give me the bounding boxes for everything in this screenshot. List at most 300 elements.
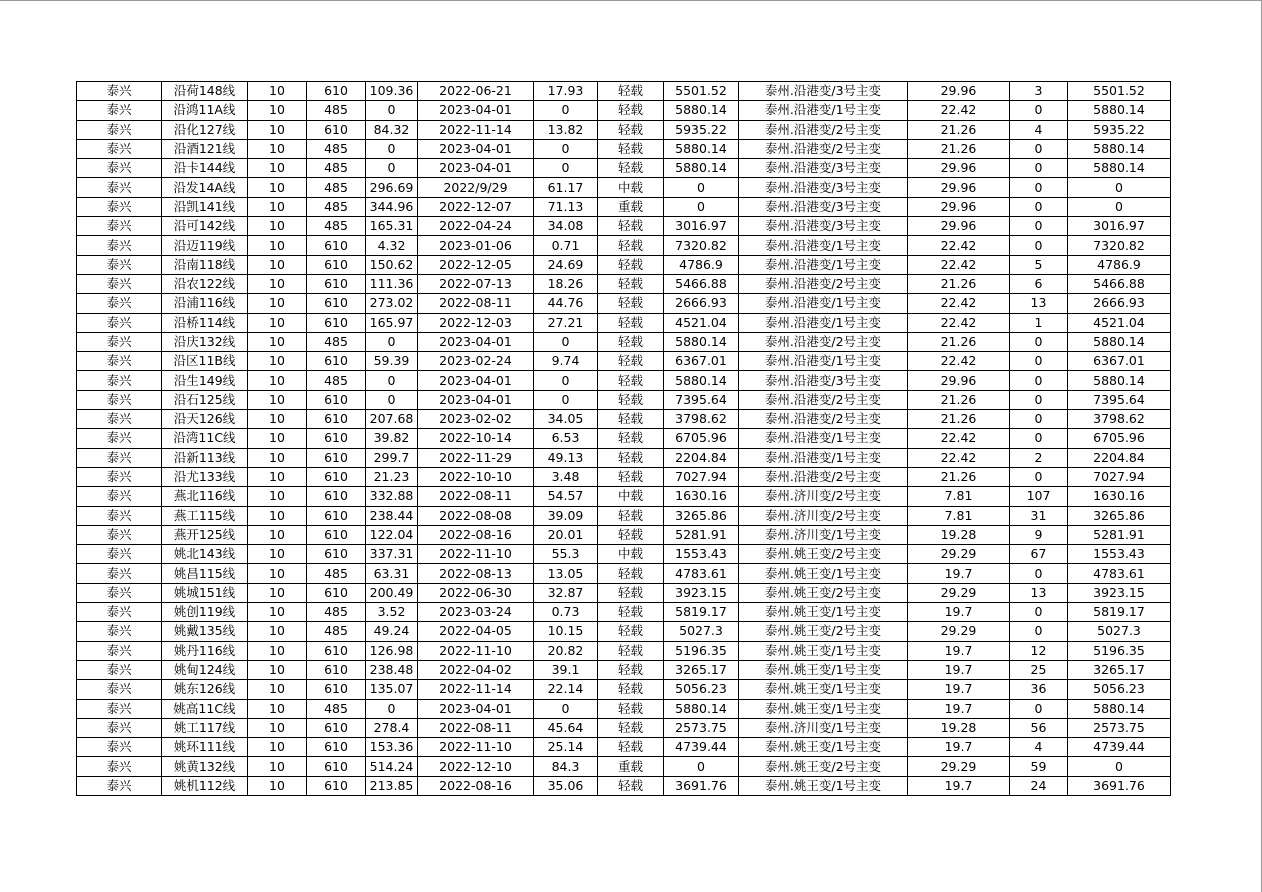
transformer-cell: 泰州.姚王变/1号主变 [739, 699, 908, 718]
table-row [77, 603, 1171, 622]
date-cell: 2022-07-13 [418, 274, 534, 293]
max-current-cell: 278.4 [366, 718, 418, 737]
open-capacity-cell: 3016.97 [1068, 217, 1171, 236]
load-status-cell: 轻载 [598, 641, 664, 660]
user-count-cell: 0 [1010, 352, 1068, 371]
transformer-cell: 泰州.沿港变/3号主变 [739, 371, 908, 390]
available-capacity-cell: 0 [664, 197, 739, 216]
available-capacity-cell: 3691.76 [664, 776, 739, 795]
load-rate-cell: 13.82 [534, 120, 598, 139]
table-row [77, 255, 1171, 274]
region-cell: 泰兴 [77, 603, 162, 622]
transformer-cell: 泰州.沿港变/2号主变 [739, 139, 908, 158]
date-cell: 2022-08-08 [418, 506, 534, 525]
rated-current-cell: 610 [307, 236, 366, 255]
load-rate-cell: 10.15 [534, 622, 598, 641]
date-cell: 2022-08-16 [418, 525, 534, 544]
rated-current-cell: 610 [307, 313, 366, 332]
date-cell: 2022-11-10 [418, 738, 534, 757]
user-count-cell: 0 [1010, 622, 1068, 641]
open-capacity-cell: 5880.14 [1068, 139, 1171, 158]
open-capacity-cell: 3923.15 [1068, 583, 1171, 602]
table-row [77, 564, 1171, 583]
table-row [77, 448, 1171, 467]
transformer-cell: 泰州.济川变/1号主变 [739, 718, 908, 737]
load-rate-cell: 35.06 [534, 776, 598, 795]
load-status-cell: 轻载 [598, 429, 664, 448]
transformer-load-cell: 21.26 [908, 120, 1010, 139]
line-name-cell: 沿卡144线 [162, 159, 248, 178]
max-current-cell: 4.32 [366, 236, 418, 255]
voltage-cell: 10 [248, 603, 307, 622]
transformer-cell: 泰州.沿港变/1号主变 [739, 313, 908, 332]
table-row [77, 699, 1171, 718]
date-cell: 2022-11-29 [418, 448, 534, 467]
line-name-cell: 沿浦116线 [162, 294, 248, 313]
voltage-cell: 10 [248, 410, 307, 429]
load-status-cell: 轻载 [598, 680, 664, 699]
region-cell: 泰兴 [77, 197, 162, 216]
transformer-load-cell: 7.81 [908, 487, 1010, 506]
table-row [77, 120, 1171, 139]
date-cell: 2023-02-02 [418, 410, 534, 429]
max-current-cell: 165.31 [366, 217, 418, 236]
region-cell: 泰兴 [77, 680, 162, 699]
voltage-cell: 10 [248, 390, 307, 409]
voltage-cell: 10 [248, 120, 307, 139]
date-cell: 2022/9/29 [418, 178, 534, 197]
load-rate-cell: 0.71 [534, 236, 598, 255]
region-cell: 泰兴 [77, 622, 162, 641]
date-cell: 2022-11-14 [418, 680, 534, 699]
max-current-cell: 238.48 [366, 660, 418, 679]
user-count-cell: 0 [1010, 603, 1068, 622]
date-cell: 2023-04-01 [418, 101, 534, 120]
transformer-cell: 泰州.沿港变/3号主变 [739, 178, 908, 197]
date-cell: 2022-06-30 [418, 583, 534, 602]
line-name-cell: 姚环111线 [162, 738, 248, 757]
user-count-cell: 67 [1010, 545, 1068, 564]
open-capacity-cell: 5501.52 [1068, 82, 1171, 101]
user-count-cell: 12 [1010, 641, 1068, 660]
rated-current-cell: 485 [307, 159, 366, 178]
voltage-cell: 10 [248, 641, 307, 660]
user-count-cell: 0 [1010, 564, 1068, 583]
open-capacity-cell: 1553.43 [1068, 545, 1171, 564]
rated-current-cell: 610 [307, 525, 366, 544]
load-status-cell: 轻载 [598, 255, 664, 274]
transformer-load-cell: 19.28 [908, 718, 1010, 737]
max-current-cell: 126.98 [366, 641, 418, 660]
user-count-cell: 25 [1010, 660, 1068, 679]
max-current-cell: 514.24 [366, 757, 418, 776]
open-capacity-cell: 5281.91 [1068, 525, 1171, 544]
user-count-cell: 13 [1010, 294, 1068, 313]
voltage-cell: 10 [248, 699, 307, 718]
transformer-load-cell: 21.26 [908, 139, 1010, 158]
available-capacity-cell: 6705.96 [664, 429, 739, 448]
region-cell: 泰兴 [77, 313, 162, 332]
rated-current-cell: 610 [307, 757, 366, 776]
user-count-cell: 0 [1010, 236, 1068, 255]
available-capacity-cell: 5880.14 [664, 699, 739, 718]
user-count-cell: 0 [1010, 217, 1068, 236]
load-status-cell: 重载 [598, 197, 664, 216]
region-cell: 泰兴 [77, 429, 162, 448]
transformer-load-cell: 21.26 [908, 274, 1010, 293]
voltage-cell: 10 [248, 467, 307, 486]
available-capacity-cell: 2573.75 [664, 718, 739, 737]
region-cell: 泰兴 [77, 236, 162, 255]
date-cell: 2022-04-24 [418, 217, 534, 236]
max-current-cell: 39.82 [366, 429, 418, 448]
line-name-cell: 沿石125线 [162, 390, 248, 409]
user-count-cell: 24 [1010, 776, 1068, 795]
available-capacity-cell: 5880.14 [664, 371, 739, 390]
line-name-cell: 姚甸124线 [162, 660, 248, 679]
table-row [77, 139, 1171, 158]
load-rate-cell: 55.3 [534, 545, 598, 564]
load-status-cell: 轻载 [598, 776, 664, 795]
transformer-load-cell: 19.7 [908, 564, 1010, 583]
rated-current-cell: 610 [307, 120, 366, 139]
rated-current-cell: 610 [307, 294, 366, 313]
transformer-load-cell: 29.96 [908, 159, 1010, 178]
region-cell: 泰兴 [77, 738, 162, 757]
transformer-load-cell: 19.7 [908, 603, 1010, 622]
region-cell: 泰兴 [77, 410, 162, 429]
max-current-cell: 3.52 [366, 603, 418, 622]
load-status-cell: 轻载 [598, 371, 664, 390]
rated-current-cell: 610 [307, 718, 366, 737]
load-status-cell: 轻载 [598, 332, 664, 351]
user-count-cell: 0 [1010, 159, 1068, 178]
load-status-cell: 中载 [598, 487, 664, 506]
voltage-cell: 10 [248, 545, 307, 564]
rated-current-cell: 610 [307, 641, 366, 660]
transformer-load-cell: 22.42 [908, 429, 1010, 448]
load-rate-cell: 34.08 [534, 217, 598, 236]
load-status-cell: 轻载 [598, 390, 664, 409]
load-rate-cell: 18.26 [534, 274, 598, 293]
open-capacity-cell: 4783.61 [1068, 564, 1171, 583]
load-status-cell: 轻载 [598, 139, 664, 158]
table-row [77, 467, 1171, 486]
transformer-cell: 泰州.沿港变/3号主变 [739, 197, 908, 216]
transformer-load-cell: 22.42 [908, 313, 1010, 332]
voltage-cell: 10 [248, 82, 307, 101]
transformer-load-cell: 29.29 [908, 545, 1010, 564]
max-current-cell: 213.85 [366, 776, 418, 795]
open-capacity-cell: 5880.14 [1068, 699, 1171, 718]
load-rate-cell: 0 [534, 390, 598, 409]
table-row [77, 294, 1171, 313]
load-status-cell: 中载 [598, 545, 664, 564]
region-cell: 泰兴 [77, 120, 162, 139]
available-capacity-cell: 5819.17 [664, 603, 739, 622]
rated-current-cell: 610 [307, 448, 366, 467]
table-row [77, 680, 1171, 699]
open-capacity-cell: 5880.14 [1068, 101, 1171, 120]
region-cell: 泰兴 [77, 178, 162, 197]
line-name-cell: 沿农122线 [162, 274, 248, 293]
open-capacity-cell: 5880.14 [1068, 159, 1171, 178]
date-cell: 2022-12-05 [418, 255, 534, 274]
rated-current-cell: 485 [307, 371, 366, 390]
open-capacity-cell: 7027.94 [1068, 467, 1171, 486]
table-row [77, 371, 1171, 390]
max-current-cell: 0 [366, 159, 418, 178]
date-cell: 2022-12-03 [418, 313, 534, 332]
user-count-cell: 5 [1010, 255, 1068, 274]
table-row [77, 236, 1171, 255]
open-capacity-cell: 5935.22 [1068, 120, 1171, 139]
load-rate-cell: 39.1 [534, 660, 598, 679]
table-row [77, 622, 1171, 641]
load-rate-cell: 20.82 [534, 641, 598, 660]
transformer-load-cell: 21.26 [908, 390, 1010, 409]
load-status-cell: 中载 [598, 178, 664, 197]
voltage-cell: 10 [248, 564, 307, 583]
available-capacity-cell: 4739.44 [664, 738, 739, 757]
line-name-cell: 沿凯141线 [162, 197, 248, 216]
user-count-cell: 59 [1010, 757, 1068, 776]
rated-current-cell: 485 [307, 332, 366, 351]
max-current-cell: 111.36 [366, 274, 418, 293]
user-count-cell: 0 [1010, 699, 1068, 718]
available-capacity-cell: 0 [664, 178, 739, 197]
transformer-cell: 泰州.姚王变/1号主变 [739, 641, 908, 660]
max-current-cell: 0 [366, 101, 418, 120]
open-capacity-cell: 2573.75 [1068, 718, 1171, 737]
max-current-cell: 0 [366, 390, 418, 409]
rated-current-cell: 485 [307, 178, 366, 197]
date-cell: 2022-10-14 [418, 429, 534, 448]
transformer-load-cell: 19.28 [908, 525, 1010, 544]
open-capacity-cell: 3691.76 [1068, 776, 1171, 795]
transformer-load-cell: 29.96 [908, 217, 1010, 236]
load-rate-cell: 0 [534, 699, 598, 718]
user-count-cell: 0 [1010, 197, 1068, 216]
voltage-cell: 10 [248, 255, 307, 274]
user-count-cell: 1 [1010, 313, 1068, 332]
voltage-cell: 10 [248, 217, 307, 236]
available-capacity-cell: 5281.91 [664, 525, 739, 544]
load-data-table [76, 81, 1171, 796]
line-name-cell: 姚丹116线 [162, 641, 248, 660]
table-row [77, 487, 1171, 506]
line-name-cell: 燕开125线 [162, 525, 248, 544]
line-name-cell: 姚机112线 [162, 776, 248, 795]
load-rate-cell: 25.14 [534, 738, 598, 757]
transformer-load-cell: 29.96 [908, 82, 1010, 101]
table-row [77, 178, 1171, 197]
region-cell: 泰兴 [77, 776, 162, 795]
region-cell: 泰兴 [77, 641, 162, 660]
rated-current-cell: 485 [307, 139, 366, 158]
transformer-load-cell: 7.81 [908, 506, 1010, 525]
date-cell: 2023-03-24 [418, 603, 534, 622]
page-edge-top [0, 0, 1262, 1]
voltage-cell: 10 [248, 660, 307, 679]
load-status-cell: 轻载 [598, 525, 664, 544]
rated-current-cell: 610 [307, 467, 366, 486]
transformer-cell: 泰州.沿港变/1号主变 [739, 294, 908, 313]
load-status-cell: 轻载 [598, 217, 664, 236]
load-rate-cell: 0.73 [534, 603, 598, 622]
open-capacity-cell: 5027.3 [1068, 622, 1171, 641]
line-name-cell: 沿迈119线 [162, 236, 248, 255]
open-capacity-cell: 5056.23 [1068, 680, 1171, 699]
date-cell: 2022-11-10 [418, 641, 534, 660]
max-current-cell: 299.7 [366, 448, 418, 467]
load-rate-cell: 45.64 [534, 718, 598, 737]
transformer-cell: 泰州.沿港变/3号主变 [739, 159, 908, 178]
rated-current-cell: 485 [307, 622, 366, 641]
transformer-cell: 泰州.姚王变/1号主变 [739, 680, 908, 699]
max-current-cell: 0 [366, 371, 418, 390]
max-current-cell: 109.36 [366, 82, 418, 101]
open-capacity-cell: 6367.01 [1068, 352, 1171, 371]
load-rate-cell: 84.3 [534, 757, 598, 776]
max-current-cell: 49.24 [366, 622, 418, 641]
open-capacity-cell: 4521.04 [1068, 313, 1171, 332]
open-capacity-cell: 1630.16 [1068, 487, 1171, 506]
user-count-cell: 0 [1010, 390, 1068, 409]
available-capacity-cell: 3265.86 [664, 506, 739, 525]
transformer-load-cell: 29.96 [908, 197, 1010, 216]
load-rate-cell: 20.01 [534, 525, 598, 544]
transformer-cell: 泰州.姚王变/1号主变 [739, 776, 908, 795]
open-capacity-cell: 4786.9 [1068, 255, 1171, 274]
date-cell: 2023-04-01 [418, 699, 534, 718]
table-row [77, 352, 1171, 371]
region-cell: 泰兴 [77, 82, 162, 101]
transformer-load-cell: 29.29 [908, 622, 1010, 641]
rated-current-cell: 485 [307, 564, 366, 583]
date-cell: 2022-08-11 [418, 718, 534, 737]
date-cell: 2023-01-06 [418, 236, 534, 255]
max-current-cell: 0 [366, 699, 418, 718]
line-name-cell: 姚戴135线 [162, 622, 248, 641]
region-cell: 泰兴 [77, 467, 162, 486]
rated-current-cell: 485 [307, 197, 366, 216]
load-status-cell: 轻载 [598, 82, 664, 101]
load-status-cell: 轻载 [598, 718, 664, 737]
load-rate-cell: 3.48 [534, 467, 598, 486]
table-row [77, 274, 1171, 293]
line-name-cell: 姚北143线 [162, 545, 248, 564]
region-cell: 泰兴 [77, 294, 162, 313]
load-rate-cell: 0 [534, 101, 598, 120]
voltage-cell: 10 [248, 352, 307, 371]
load-status-cell: 轻载 [598, 448, 664, 467]
transformer-cell: 泰州.沿港变/2号主变 [739, 410, 908, 429]
table-row [77, 197, 1171, 216]
user-count-cell: 0 [1010, 178, 1068, 197]
open-capacity-cell: 0 [1068, 197, 1171, 216]
user-count-cell: 4 [1010, 738, 1068, 757]
open-capacity-cell: 4739.44 [1068, 738, 1171, 757]
user-count-cell: 0 [1010, 101, 1068, 120]
line-name-cell: 沿南118线 [162, 255, 248, 274]
transformer-cell: 泰州.沿港变/3号主变 [739, 217, 908, 236]
rated-current-cell: 610 [307, 429, 366, 448]
load-status-cell: 轻载 [598, 699, 664, 718]
max-current-cell: 344.96 [366, 197, 418, 216]
max-current-cell: 150.62 [366, 255, 418, 274]
region-cell: 泰兴 [77, 390, 162, 409]
date-cell: 2022-12-07 [418, 197, 534, 216]
transformer-cell: 泰州.姚王变/2号主变 [739, 757, 908, 776]
region-cell: 泰兴 [77, 274, 162, 293]
transformer-cell: 泰州.姚王变/1号主变 [739, 564, 908, 583]
voltage-cell: 10 [248, 159, 307, 178]
user-count-cell: 2 [1010, 448, 1068, 467]
table-row [77, 776, 1171, 795]
region-cell: 泰兴 [77, 352, 162, 371]
load-rate-cell: 44.76 [534, 294, 598, 313]
line-name-cell: 沿天126线 [162, 410, 248, 429]
line-name-cell: 姚东126线 [162, 680, 248, 699]
user-count-cell: 0 [1010, 371, 1068, 390]
date-cell: 2022-08-16 [418, 776, 534, 795]
line-name-cell: 燕工115线 [162, 506, 248, 525]
rated-current-cell: 610 [307, 583, 366, 602]
line-name-cell: 沿发14A线 [162, 178, 248, 197]
available-capacity-cell: 1630.16 [664, 487, 739, 506]
transformer-load-cell: 29.29 [908, 757, 1010, 776]
available-capacity-cell: 5056.23 [664, 680, 739, 699]
max-current-cell: 59.39 [366, 352, 418, 371]
date-cell: 2023-04-01 [418, 390, 534, 409]
transformer-cell: 泰州.沿港变/1号主变 [739, 448, 908, 467]
voltage-cell: 10 [248, 583, 307, 602]
max-current-cell: 296.69 [366, 178, 418, 197]
available-capacity-cell: 7320.82 [664, 236, 739, 255]
transformer-cell: 泰州.沿港变/2号主变 [739, 120, 908, 139]
date-cell: 2022-12-10 [418, 757, 534, 776]
transformer-cell: 泰州.沿港变/1号主变 [739, 255, 908, 274]
load-status-cell: 轻载 [598, 506, 664, 525]
transformer-load-cell: 21.26 [908, 332, 1010, 351]
voltage-cell: 10 [248, 718, 307, 737]
line-name-cell: 沿可142线 [162, 217, 248, 236]
open-capacity-cell: 0 [1068, 757, 1171, 776]
load-rate-cell: 61.17 [534, 178, 598, 197]
transformer-load-cell: 29.96 [908, 371, 1010, 390]
date-cell: 2022-04-02 [418, 660, 534, 679]
available-capacity-cell: 5880.14 [664, 332, 739, 351]
user-count-cell: 0 [1010, 429, 1068, 448]
max-current-cell: 332.88 [366, 487, 418, 506]
rated-current-cell: 610 [307, 660, 366, 679]
voltage-cell: 10 [248, 757, 307, 776]
available-capacity-cell: 0 [664, 757, 739, 776]
open-capacity-cell: 6705.96 [1068, 429, 1171, 448]
load-rate-cell: 24.69 [534, 255, 598, 274]
table-row [77, 545, 1171, 564]
transformer-load-cell: 19.7 [908, 680, 1010, 699]
table-row [77, 390, 1171, 409]
user-count-cell: 9 [1010, 525, 1068, 544]
load-rate-cell: 22.14 [534, 680, 598, 699]
voltage-cell: 10 [248, 429, 307, 448]
date-cell: 2022-06-21 [418, 82, 534, 101]
line-name-cell: 姚高11C线 [162, 699, 248, 718]
line-name-cell: 姚黄132线 [162, 757, 248, 776]
rated-current-cell: 610 [307, 545, 366, 564]
